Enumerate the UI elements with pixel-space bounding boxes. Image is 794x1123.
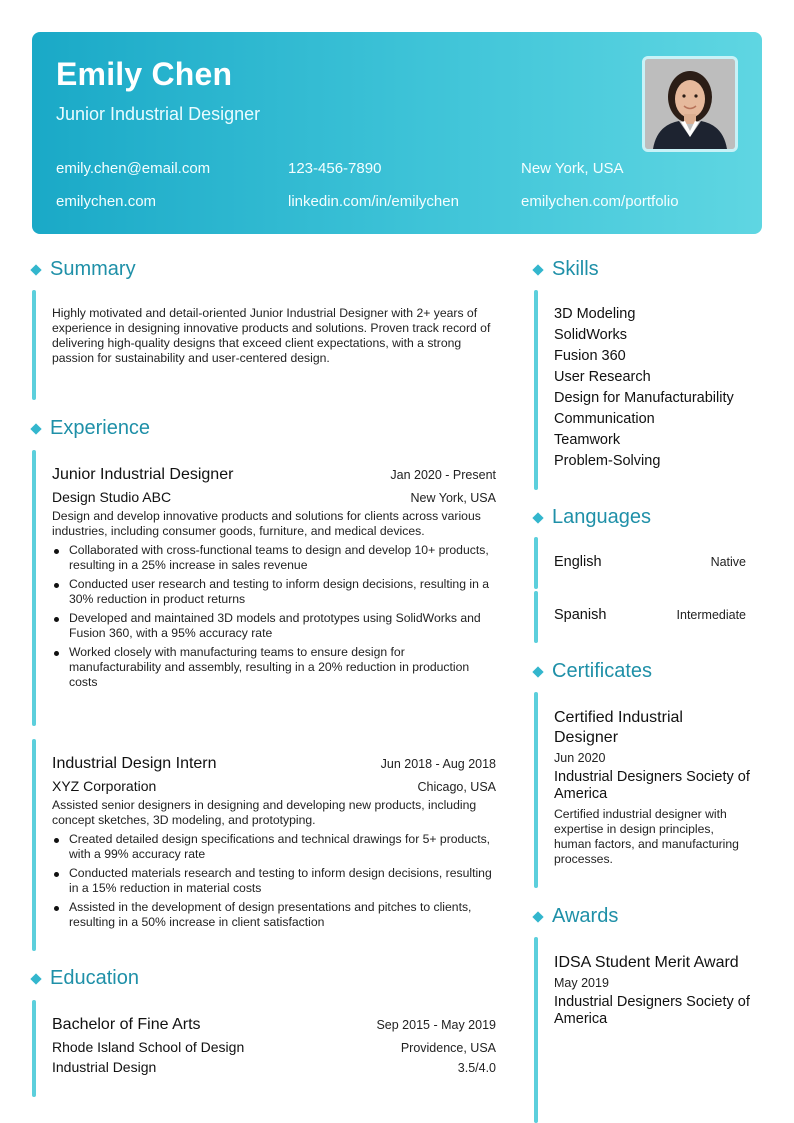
diamond-icon (532, 911, 543, 922)
language-card (534, 537, 762, 589)
skills-heading (534, 258, 599, 281)
resume-header (32, 32, 762, 234)
language-card (534, 591, 762, 643)
diamond-icon (532, 512, 543, 523)
award-date: May 2019 (554, 976, 609, 990)
summary-text: Highly motivated and detail-oriented Junior Industrial Designer with 2+ years of experience in designing innovative products and solutions. Proven track record of delivering high-quality designs that exceed client expectations, with a strong passion for sustainability and user-centered design. (52, 306, 491, 365)
achievement-item: Conducted materials research and testing to inform design decisions, resulting in a 15% reduction in material costs (52, 866, 496, 896)
job-description: Design and develop innovative products and solutions for clients across various industries, including consumer goods, furniture, and medical devices. (52, 509, 481, 538)
candidate-name: Emily Chen (56, 56, 233, 92)
awards-heading (534, 905, 618, 928)
gpa-value: 3.5/4.0 (457, 1061, 496, 1075)
education-heading (32, 967, 139, 990)
contact-email[interactable]: emily.chen@email.com (56, 160, 211, 177)
skill-item: User Research (554, 369, 651, 385)
education-heading-label: Education (50, 967, 139, 989)
experience-heading (32, 417, 150, 440)
achievement-item: Developed and maintained 3D models and prototypes using SolidWorks and Fusion 360, with a 95% accuracy rate (52, 611, 496, 641)
degree-name: Bachelor of Fine Arts (52, 1016, 201, 1033)
certificate-name: Certified Industrial Designer (554, 709, 683, 746)
job-achievements (52, 832, 496, 930)
skill-item: 3D Modeling (554, 306, 636, 322)
skill-item: SolidWorks (554, 327, 628, 343)
diamond-icon (30, 423, 41, 434)
certificates-heading-label: Certificates (552, 660, 653, 682)
language-level: Native (710, 555, 746, 569)
award-name: IDSA Student Merit Award (554, 954, 739, 971)
job-location: New York, USA (410, 491, 496, 505)
achievement-item: Created detailed design specifications and technical drawings for 5+ products, with a 99% accuracy rate (52, 832, 496, 862)
certificate-card (534, 692, 762, 888)
job-description: Assisted senior designers in designing and developing new products, including concept sketches, 3D modeling, and prototyping. (52, 798, 477, 827)
experience-card (32, 739, 496, 951)
contact-phone[interactable]: 123-456-7890 (288, 160, 382, 177)
contact-location: New York, USA (521, 160, 624, 177)
school-location: Providence, USA (400, 1041, 496, 1055)
skill-item: Design for Manufacturability (554, 390, 734, 406)
job-date: Jan 2020 - Present (390, 468, 496, 482)
achievement-item: Collaborated with cross-functional teams to design and develop 10+ products, resulting in a 25% increase in sales revenue (52, 543, 496, 573)
skill-item: Fusion 360 (554, 348, 626, 364)
company-name: XYZ Corporation (52, 778, 157, 794)
job-title: Junior Industrial Designer (52, 466, 234, 483)
certificate-date: Jun 2020 (554, 751, 606, 765)
summary-heading (32, 258, 136, 281)
education-date: Sep 2015 - May 2019 (376, 1018, 496, 1032)
summary-heading-label: Summary (50, 258, 136, 280)
certificate-issuer: Industrial Designers Society of America (554, 769, 750, 802)
skill-item: Communication (554, 411, 655, 427)
job-title: Industrial Design Intern (52, 755, 217, 772)
experience-heading-label: Experience (50, 417, 151, 439)
contact-website[interactable]: emilychen.com (56, 193, 157, 210)
languages-heading (534, 506, 651, 529)
profile-photo-image (645, 59, 735, 149)
skills-list (554, 304, 762, 472)
diamond-icon (532, 666, 543, 677)
contact-linkedin[interactable]: linkedin.com/in/emilychen (288, 193, 459, 210)
diamond-icon (30, 973, 41, 984)
skill-item: Problem-Solving (554, 453, 661, 469)
summary-card (32, 290, 496, 400)
skill-item: Teamwork (554, 432, 621, 448)
achievement-item: Worked closely with manufacturing teams to ensure design for manufacturability and assembly, resulting in a 20% reduction in production costs (52, 645, 496, 690)
candidate-title: Junior Industrial Designer (56, 104, 261, 124)
experience-card (32, 450, 496, 726)
certificate-description: Certified industrial designer with expertise in design principles, human factors, and manufacturing processes. (554, 807, 739, 866)
language-level: Intermediate (676, 608, 746, 622)
achievement-item: Assisted in the development of design presentations and pitches to clients, resulting in a 50% increase in client satisfaction (52, 900, 496, 930)
diamond-icon (532, 264, 543, 275)
education-card (32, 1000, 496, 1097)
award-card (534, 937, 762, 1123)
school-name: Rhode Island School of Design (52, 1039, 245, 1055)
job-location: Chicago, USA (417, 780, 496, 794)
language-name: Spanish (554, 607, 607, 623)
diamond-icon (30, 264, 41, 275)
skills-card (534, 290, 762, 490)
achievement-item: Conducted user research and testing to inform design decisions, resulting in a 30% reduction in product returns (52, 577, 496, 607)
contact-portfolio[interactable]: emilychen.com/portfolio (521, 193, 679, 210)
profile-photo (642, 56, 738, 152)
job-achievements (52, 543, 496, 690)
certificates-heading (534, 660, 652, 683)
awards-heading-label: Awards (552, 905, 619, 927)
languages-heading-label: Languages (552, 506, 651, 528)
job-date: Jun 2018 - Aug 2018 (380, 757, 496, 771)
language-name: English (554, 554, 602, 570)
skills-heading-label: Skills (552, 258, 599, 280)
award-issuer: Industrial Designers Society of America (554, 994, 750, 1027)
company-name: Design Studio ABC (52, 489, 172, 505)
major-name: Industrial Design (52, 1059, 157, 1075)
